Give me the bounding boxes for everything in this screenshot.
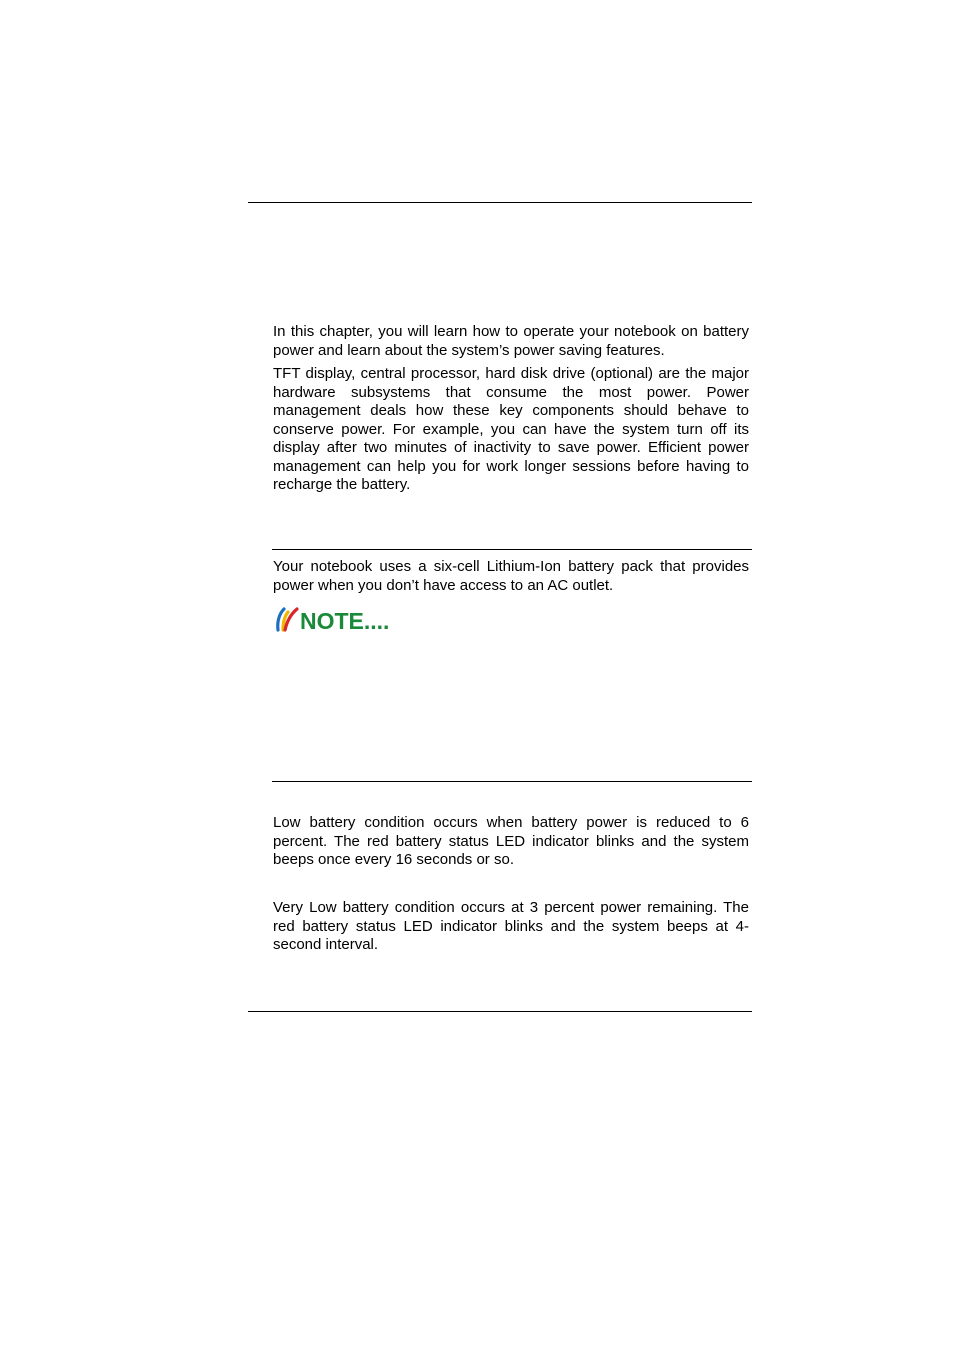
intro-paragraph-2: TFT display, central processor, hard disk drive (optional) are the major hardware subsystems that consume the most power. Power management deals how these key components should behave to conserve power. For example, you can have the system turn off its display after two minutes of inactivity to save power. Efficient power management can help you for work longer sessions before having to recharge the battery. xyxy=(273,365,749,493)
very-low-battery-paragraph: Very Low battery condition occurs at 3 percent power remaining. The red battery status LED indicator blinks and the system beeps at 4-second interval. xyxy=(273,899,749,953)
note-logo-text: NOTE.... xyxy=(300,608,390,634)
top-rule xyxy=(248,202,752,203)
low-battery-paragraph: Low battery condition occurs when battery power is reduced to 6 percent. The red battery status LED indicator blinks and the system beeps once every 16 seconds or so. xyxy=(273,814,749,868)
intro-paragraph-1: In this chapter, you will learn how to operate your notebook on battery power and learn about the system’s power saving features. xyxy=(273,323,749,359)
section-rule-battery-pack xyxy=(272,549,752,550)
battery-pack-paragraph: Your notebook uses a six-cell Lithium-Ion battery pack that provides power when you don’t have access to an AC outlet. xyxy=(273,558,749,594)
bottom-rule xyxy=(248,1011,752,1012)
note-logo xyxy=(274,604,414,634)
section-rule-low-battery xyxy=(272,781,752,782)
